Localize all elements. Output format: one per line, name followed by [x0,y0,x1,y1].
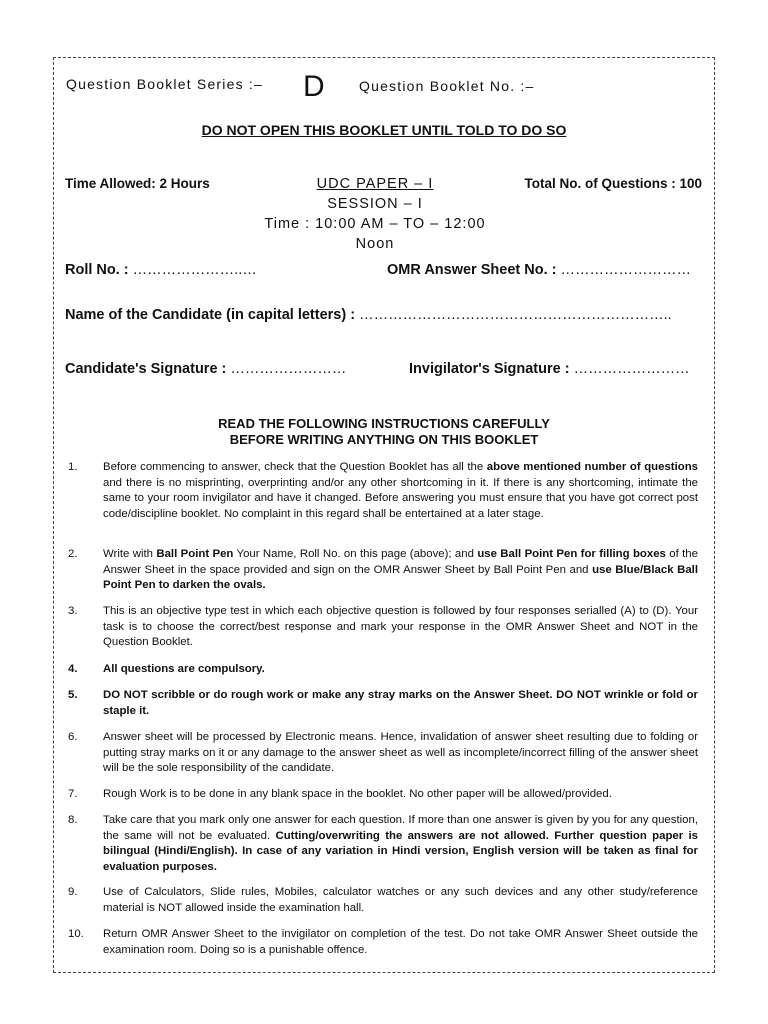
instruction-text-part: Write with [103,548,157,560]
instruction-text-part: Ball Point Pen [156,548,234,560]
session-label: SESSION – I [327,196,423,212]
instruction-text [103,927,698,958]
instruction-item [64,927,698,958]
instruction-text-part: Before commencing to answer, check that the Question Booklet has all the [103,461,487,473]
instruction-text [103,460,698,522]
candidate-signature-blank[interactable]: …………………… [230,361,347,377]
omr-sheet-field[interactable] [387,262,691,278]
omr-sheet-blank[interactable]: ……………………… [560,262,691,278]
series-letter: D [303,70,325,103]
instruction-text-part: Your Name, Roll No. on this page (above); and [233,548,478,560]
instruction-text [103,813,698,875]
instruction-item [64,460,698,522]
instruction-text [103,688,698,719]
paper-info [250,174,500,254]
instructions-heading [0,416,768,448]
invigilator-signature-field[interactable] [409,361,690,377]
invigilator-signature-blank[interactable]: …………………… [573,361,690,377]
instruction-item [64,730,698,777]
instruction-item [64,662,698,678]
instructions-heading-line-1: READ THE FOLLOWING INSTRUCTIONS CAREFULLY [218,416,550,431]
instruction-text-part: Cutting/overwriting the answers are not allowed. Further question paper is bilingual (Hindi/English). In case of any variation in Hindi version, English version will be taken as final for evaluation purposes. [103,829,698,873]
candidate-name-blank[interactable]: ……………………………………………………….. [359,307,672,323]
warning-heading: DO NOT OPEN THIS BOOKLET UNTIL TOLD TO DO SO [201,122,567,138]
instruction-number: 5. [68,689,78,701]
invigilator-signature-label: Invigilator's Signature : [409,361,570,377]
instruction-text [103,730,698,777]
total-questions: Total No. of Questions : 100 [524,176,702,191]
instruction-text [103,604,698,651]
time-allowed: Time Allowed: 2 Hours [65,176,210,191]
instruction-item [64,813,698,875]
candidate-name-label: Name of the Candidate (in capital letters) : [65,307,356,323]
instruction-number: 1. [68,461,78,473]
instruction-text [103,885,698,916]
candidate-name-field[interactable] [65,307,672,323]
instruction-item [64,885,698,916]
instruction-number: 3. [68,605,78,617]
exam-time: Time : 10:00 AM – TO – 12:00 Noon [264,216,486,252]
instruction-text-part: use Ball Point Pen for filling boxes [477,548,666,560]
booklet-number-label: Question Booklet No. :– [359,78,535,94]
instruction-text-part: above mentioned number of questions [486,461,698,473]
instruction-text-part: Return OMR Answer Sheet to the invigilator on completion of the test. Do not take OMR Answer Sheet outside the examination room. Doing so is a punishable offence. [103,928,698,956]
instruction-text [103,662,698,678]
instruction-item [64,604,698,651]
instruction-text [103,547,698,594]
instruction-number: 9. [68,886,78,898]
instruction-text-part: This is an objective type test in which each objective question is followed by four responses serialled (A) to (D). Your task is to choose the correct/best response and mark your response in the OMR Answer Sheet and NOT in the Question Booklet. [103,605,698,648]
instruction-text-part: Rough Work is to be done in any blank space in the booklet. No other paper will be allowed/provided. [103,788,612,800]
instruction-item [64,547,698,594]
instruction-text-part: Use of Calculators, Slide rules, Mobiles, calculator watches or any such devices and any other study/reference material is NOT allowed inside the examination hall. [103,886,698,914]
instruction-number: 8. [68,814,78,826]
roll-number-field[interactable] [65,262,257,278]
candidate-signature-label: Candidate's Signature : [65,361,227,377]
instruction-text-part: use Blue/Black Ball Point Pen to darken the ovals. [103,563,698,591]
paper-title: UDC PAPER – I [316,176,434,192]
instruction-text-part: of the Answer Sheet in the space provided and sign on the OMR Answer Sheet by Ball Point Pen and [103,548,698,576]
instruction-text [103,787,698,803]
instruction-text-part: and there is no misprinting, overprinting and/or any other shortcoming in it. If there is any shortcoming, intimate the same to your room invigilator and have it changed. Before answering you must ensure that you have got correct post code/discipline booklet. No complaint in this regard shall be entertained at a later stage. [103,476,698,520]
instruction-text-part: Answer sheet will be processed by Electronic means. Hence, invalidation of answer sheet resulting due to folding or putting stray marks on it or any damage to the answer sheet as well as incomplete/incorrect filling of the answer sheet will be the sole responsibility of the candidate. [103,731,698,774]
instruction-item [64,787,698,803]
instructions-heading-line-2: BEFORE WRITING ANYTHING ON THIS BOOKLET [229,432,539,447]
omr-sheet-label: OMR Answer Sheet No. : [387,262,557,278]
instruction-text-part: DO NOT scribble or do rough work or make any stray marks on the Answer Sheet. DO NOT wrinkle or fold or staple it. [103,689,698,717]
roll-number-label: Roll No. : [65,262,129,278]
instruction-item [64,688,698,719]
candidate-signature-field[interactable] [65,361,346,377]
instruction-number: 2. [68,548,78,560]
instruction-number: 6. [68,731,78,743]
series-label: Question Booklet Series :– [66,76,263,92]
instruction-number: 10. [68,928,84,940]
instruction-number: 4. [68,663,78,675]
instruction-number: 7. [68,788,78,800]
instruction-text-part: Take care that you mark only one answer for each question. If more than one answer is given by you for any question, the same will not be evaluated. [103,814,698,842]
instruction-text-part: All questions are compulsory. [103,663,265,675]
roll-number-blank[interactable]: …………………..… [132,262,257,278]
